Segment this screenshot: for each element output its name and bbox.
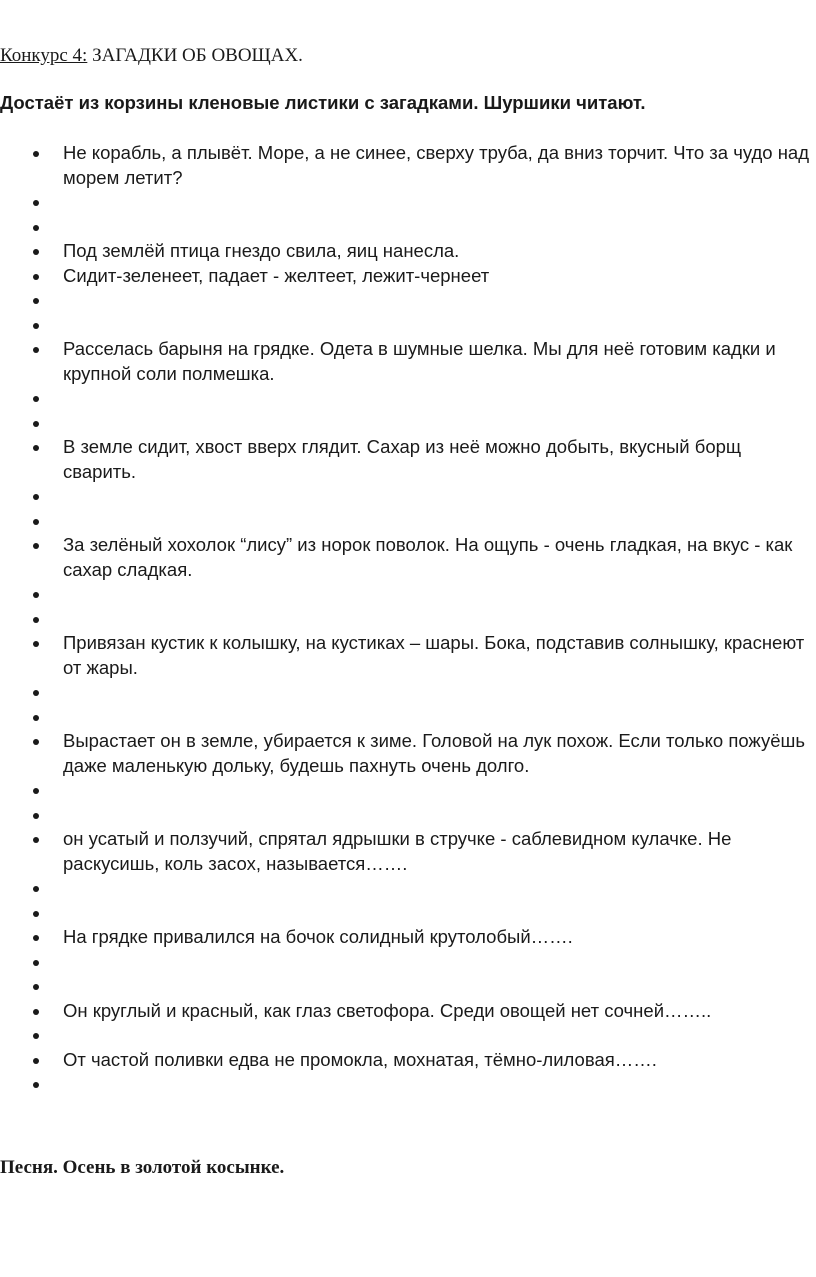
riddle-item: В земле сидит, хвост вверх глядит. Сахар из неё можно добыть, вкусный борщ сварить. [0,435,816,484]
empty-list-item [0,901,816,926]
empty-list-item [0,803,816,828]
intro-text: Достаёт из корзины кленовые листики с загадками. Шуршики читают. [0,92,646,113]
riddle-item: Под землёй птица гнездо свила, яиц нанесла. [0,239,816,264]
riddle-item: За зелёный хохолок “лису” из норок поволок. На ощупь - очень гладкая, на вкус - как сахар сладкая. [0,533,816,582]
empty-list-item [0,1023,816,1048]
empty-list-item [0,386,816,411]
empty-list-item [0,582,816,607]
empty-list-item [0,190,816,215]
song-title: Песня. Осень в золотой косынке. [0,1157,285,1178]
riddle-item: Не корабль, а плывёт. Море, а не синее, сверху труба, да вниз торчит. Что за чудо над морем летит? [0,141,816,190]
empty-list-item [0,288,816,313]
riddle-item: Вырастает он в земле, убирается к зиме. Головой на лук похож. Если только пожуёшь даже маленькую дольку, будешь пахнуть очень долго. [0,729,816,778]
empty-list-item [0,974,816,999]
contest-name: ЗАГАДКИ ОБ ОВОЩАХ. [87,45,303,66]
empty-list-item [0,680,816,705]
riddle-list [0,141,816,1097]
riddle-item: От частой поливки едва не промокла, мохнатая, тёмно-лиловая……. [0,1048,816,1073]
contest-title [0,44,303,68]
riddle-item: Привязан кустик к колышку, на кустиках – шары. Бока, подставив солнышку, краснеют от жары. [0,631,816,680]
empty-list-item [0,484,816,509]
riddle-item: На грядке привалился на бочок солидный крутолобый……. [0,925,816,950]
empty-list-item [0,313,816,338]
empty-list-item [0,705,816,730]
empty-list-item [0,607,816,632]
riddle-item: Сидит-зеленеет, падает - желтеет, лежит-чернеет [0,264,816,289]
empty-list-item [0,1072,816,1097]
riddle-item: Расселась барыня на грядке. Одета в шумные шелка. Мы для неё готовим кадки и крупной соли полмешка. [0,337,816,386]
empty-list-item [0,778,816,803]
empty-list-item [0,876,816,901]
empty-list-item [0,950,816,975]
empty-list-item [0,509,816,534]
empty-list-item [0,215,816,240]
riddle-item: Он круглый и красный, как глаз светофора. Среди овощей нет сочней…….. [0,999,816,1024]
contest-label: Конкурс 4: [0,45,88,66]
riddle-item: он усатый и ползучий, спрятал ядрышки в стручке - саблевидном кулачке. Не раскусишь, коль засох, называется……. [0,827,816,876]
empty-list-item [0,411,816,436]
